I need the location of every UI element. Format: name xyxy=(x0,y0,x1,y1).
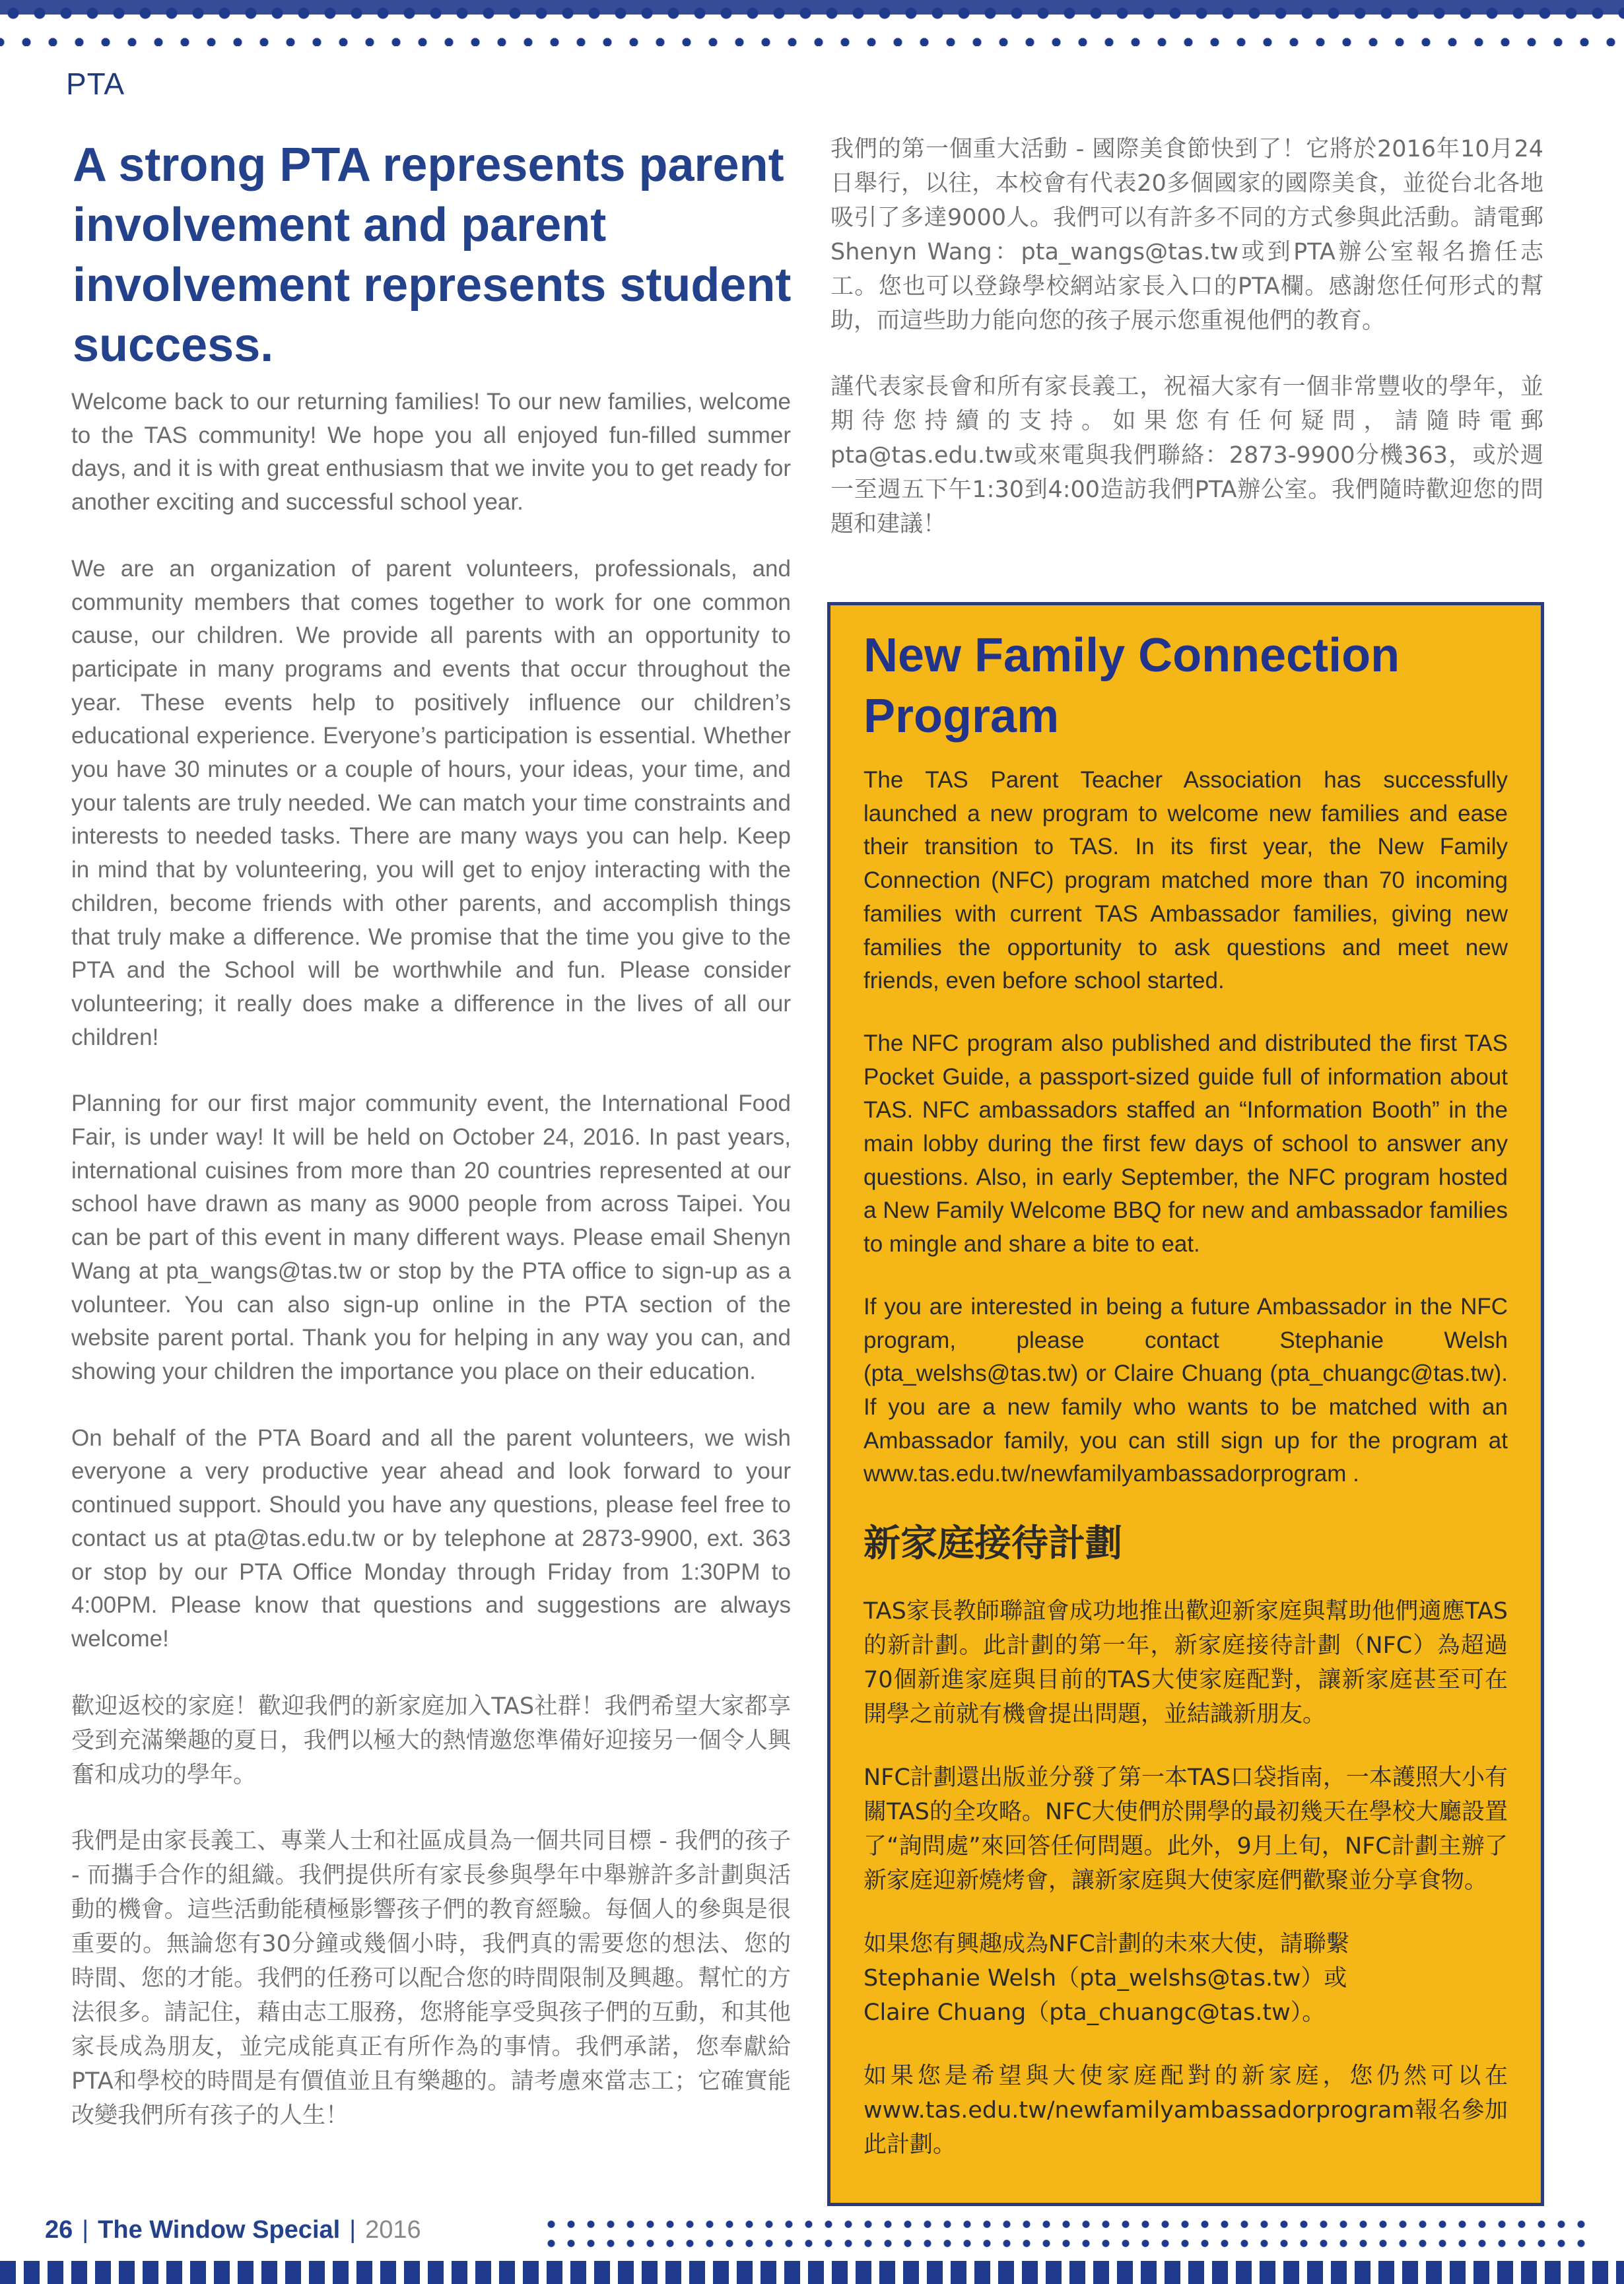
nfc-signup-link[interactable]: www.tas.edu.tw/newfamilyambassadorprogram xyxy=(863,2097,1415,2124)
closing-paragraph: On behalf of the PTA Board and all the parent volunteers, we wish everyone a very productive year ahead and look forward to your continued support. Should you have any questions, please feel free to contact us at pta@tas.edu.tw or by telephone at 2873-9900, ext. 363 or stop by our PTA Office Monday through Friday from 1:30PM to 4:00PM. Please know that questions and suggestions are always welcome! xyxy=(71,1425,791,1652)
food-fair-paragraph: Planning for our first major community event, the International Food Fair, is under way! It will be held on October 24, 2016. In past years, international cuisines from more than 20 countries represented at our school have drawn as many as 9000 people from across Taipei. You can be part of this event in many different ways. Please email Shenyn Wang at pta_wangs@tas.tw or stop by the PTA office to sign-up as a volunteer. You can also sign-up online in the PTA section of the website parent portal. Thank you for helping in any way you can, and showing your children the importance you place on their education. xyxy=(71,1091,791,1384)
nfc-chinese-paragraph-launch: TAS家長教師聯誼會成功地推出歡迎新家庭與幫助他們適應TAS的新計劃。此計劃的第一年，新家庭接待計劃（NFC）為超過70個新進家庭與目前的TAS大使家庭配對，讓新家庭甚至可在開學之前就有機會提出問題，並結識新朋友。 xyxy=(863,1598,1508,1728)
right-column xyxy=(830,132,1543,573)
footer-decorative-dots xyxy=(541,2215,1591,2253)
left-column xyxy=(71,386,791,2165)
nfc-contact-intro: 如果您有興趣成為NFC計劃的未來大使，請聯繫 xyxy=(863,1931,1349,1958)
page-footer xyxy=(45,2216,421,2244)
nfc-paragraph-contact: If you are interested in being a future Ambassador in the NFC program, please contact Stephanie Welsh (pta_welshs@tas.tw) or Claire Chuang (pta_chuangc@tas.tw). If you are a new family who wants to be matched with an Ambassador family, you can still sign up for the program at www.tas.edu.tw/newfamilyambassadorprogram . xyxy=(863,1293,1508,1487)
nfc-paragraph-launch: The TAS Parent Teacher Association has successfully launched a new program to welcome new families and ease their transition to TAS. In its first year, the New Family Connection (NFC) program matched more than 70 incoming families with current TAS Ambassador families, giving new families the opportunity to ask questions and meet new friends, even before school started. xyxy=(863,767,1508,994)
nfc-title: New Family Connection Program xyxy=(863,629,1400,743)
intro-paragraph: Welcome back to our returning families! To our new families, welcome to the TAS community! We hope you all enjoyed fun-filled summer days, and it is with great enthusiasm that we invite you to get ready for another exciting and successful school year. xyxy=(71,389,791,516)
nfc-contact-stephanie[interactable]: Stephanie Welsh（pta_welshs@tas.tw）或 xyxy=(863,1965,1347,1992)
chinese-organization-paragraph: 我們是由家長義工、專業人士和社區成員為一個共同目標 - 我們的孩子 - 而攜手合作的組織。我們提供所有家長參與學年中舉辦許多計劃與活動的機會。這些活動能積極影響孩子們的教育經驗。每個人的參與是很重要的。無論您有30分鐘或幾個小時，我們真的需要您的想法、您的時間、您的才能。我們的任務可以配合您的時間限制及興趣。幫忙的方法很多。請記住，藉由志工服務，您將能享受與孩子們的互動，和其他家長成為朋友，並完成能真正有所作為的事情。我們承諾，您奉獻給PTA和學校的時間是有價值並且有樂趣的。請考慮來當志工；它確實能改變我們所有孩子的人生！ xyxy=(71,1827,791,2129)
nfc-chinese-contact xyxy=(863,1927,1508,2030)
chinese-intro-paragraph: 歡迎返校的家庭！歡迎我們的新家庭加入TAS社群！我們希望大家都享受到充滿樂趣的夏日，我們以極大的熱情邀您準備好迎接另一個令人興奮和成功的學年。 xyxy=(71,1693,791,1788)
top-decorative-band xyxy=(0,0,1624,46)
bottom-decorative-band xyxy=(0,2261,1624,2284)
nfc-chinese-paragraph-pocket-guide: NFC計劃還出版並分發了第一本TAS口袋指南，一本護照大小有關TAS的全攻略。NFC大使們於開學的最初幾天在學校大廳設置了“詢問處”來回答任何問題。此外，9月上旬，NFC計劃主辦了新家庭迎新燒烤會，讓新家庭與大使家庭們歡聚並分享食物。 xyxy=(863,1764,1508,1895)
nfc-chinese-title: 新家庭接待計劃 xyxy=(863,1522,1122,1566)
nfc-paragraph-pocket-guide: The NFC program also published and distributed the first TAS Pocket Guide, a passport-sized guide full of information about TAS. NFC ambassadors staffed an “Information Booth” in the main lobby during the first few days of school to answer any questions. Also, in early September, the NFC program hosted a New Family Welcome BBQ for new and ambassador families to mingle and share a bite to eat. xyxy=(863,1030,1508,1258)
magazine-title: The Window Special xyxy=(98,2216,341,2244)
footer-separator: | xyxy=(82,2216,89,2244)
chinese-food-fair-paragraph: 我們的第一個重大活動 - 國際美食節快到了！它將於2016年10月24日舉行，以往，本校會有代表20多個國家的國際美食，並從台北各地吸引了多達9000人。我們可以有許多不同的方式參與此活動。請電郵Shenyn Wang：pta_wangs@tas.tw或到PTA辦公室報名擔任志工。您也可以登錄學校網站家長入口的PTA欄。感謝您任何形式的幫助，而這些助力能向您的孩子展示您重視他們的教育。 xyxy=(830,136,1543,334)
article-headline: A strong PTA represents parent involvement and parent involvement represents student success. xyxy=(73,139,792,372)
nfc-signup-suffix: 報名參加此計劃。 xyxy=(863,2097,1508,2159)
issue-year: 2016 xyxy=(365,2216,421,2244)
nfc-contact-claire[interactable]: Claire Chuang（pta_chuangc@tas.tw）。 xyxy=(863,1999,1326,2027)
nfc-sidebar-box xyxy=(827,602,1544,2206)
organization-paragraph: We are an organization of parent volunteers, professionals, and community members that comes together to work for one common cause, our children. We provide all parents with an opportunity to participate in many programs and events that occur throughout the year. These events help to positively influence our children’s educational experience. Everyone’s participation is essential. Whether you have 30 minutes or a couple of hours, your ideas, your time, and your talents are truly needed. We can match your time constraints and interests to needed tasks. There are many ways you can help. Keep in mind that by volunteering, you will get to enjoy interacting with the children, become friends with other parents, and accomplish things that truly make a difference. We promise that the time you give to the PTA and the School will be worthwhile and fun. Please consider volunteering; it really does make a difference in the lives of all our children! xyxy=(71,555,791,1050)
section-label: PTA xyxy=(66,67,125,101)
nfc-signup-prefix: 如果您是希望與大使家庭配對的新家庭，您仍然可以在 xyxy=(863,2063,1508,2090)
page-number: 26 xyxy=(45,2216,73,2244)
chinese-closing-paragraph: 謹代表家長會和所有家長義工，祝福大家有一個非常豐收的學年，並期待您持續的支持。如果您有任何疑問，請隨時電郵pta@tas.edu.tw或來電與我們聯絡：2873-9900分機363，或於週一至週五下午1:30到4:00造訪我們PTA辦公室。我們隨時歡迎您的問題和建議！ xyxy=(830,374,1543,537)
footer-separator: | xyxy=(349,2216,356,2244)
nfc-chinese-signup xyxy=(863,2059,1508,2162)
